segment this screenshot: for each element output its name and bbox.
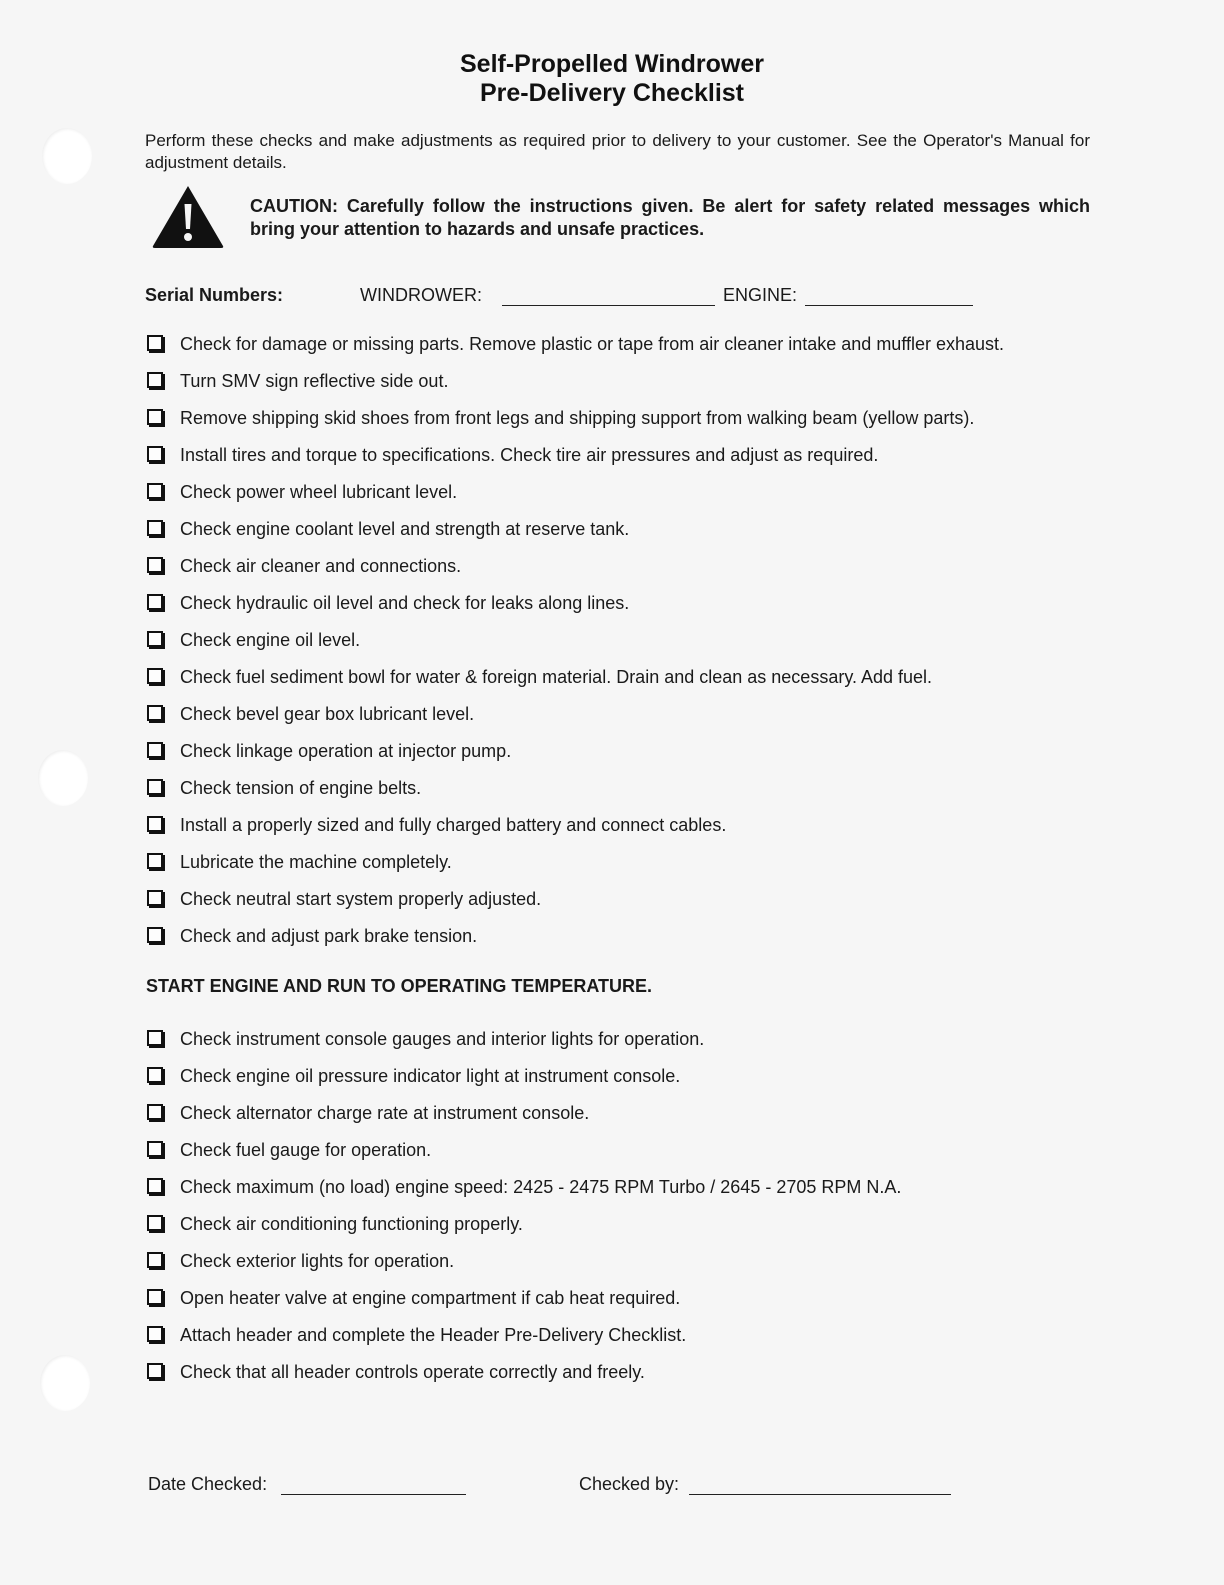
checklist-item-text: Check and adjust park brake tension. [180,926,478,946]
checklist-item-text: Check air conditioning functioning properly. [180,1214,523,1234]
checkbox[interactable] [147,1067,163,1083]
checkbox[interactable] [147,1215,163,1231]
checkbox[interactable] [147,742,163,758]
checkbox[interactable] [147,409,163,425]
checkbox[interactable] [147,668,163,684]
checklist-item-text: Turn SMV sign reflective side out. [180,371,449,391]
checklist-item [145,555,1105,592]
checklist-item-text: Install tires and torque to specifications. Check tire air pressures and adjust as required. [180,445,879,465]
checklist-item [145,592,1105,629]
checklist-item [145,1287,1105,1324]
checkbox[interactable] [147,1104,163,1120]
checklist-item-text: Check engine oil level. [180,630,361,650]
checkbox[interactable] [147,557,163,573]
checklist-item [145,1176,1105,1213]
date-checked-label: Date Checked: [148,1474,268,1494]
checkbox[interactable] [147,890,163,906]
checklist-item [145,1139,1105,1176]
checklist-item-text: Check exterior lights for operation. [180,1251,455,1271]
checklist-item [145,1065,1105,1102]
checklist-item [145,518,1105,555]
checkbox[interactable] [147,779,163,795]
checkbox[interactable] [147,927,163,943]
serial-numbers-row [145,285,1095,311]
checklist-item [145,814,1105,851]
checklist-item-text: Check neutral start system properly adjusted. [180,889,542,909]
checklist-item-text: Install a properly sized and fully charged battery and connect cables. [180,815,727,835]
warning-icon [150,184,226,250]
checklist-item-text: Check instrument console gauges and interior lights for operation. [180,1029,705,1049]
punch-hole [38,750,88,806]
checkbox[interactable] [147,1326,163,1342]
checkbox[interactable] [147,1178,163,1194]
checkbox[interactable] [147,446,163,462]
checklist-item-text: Check hydraulic oil level and check for leaks along lines. [180,593,630,613]
engine-serial-field[interactable] [805,305,973,306]
checkbox[interactable] [147,1252,163,1268]
checklist-item [145,1324,1105,1361]
intro-paragraph: Perform these checks and make adjustments as required prior to delivery to your customer. See the Operator's Manual for adjustment details. [145,131,1090,172]
checkbox[interactable] [147,705,163,721]
checklist-item-text: Open heater valve at engine compartment if cab heat required. [180,1288,681,1308]
checklist-item-text: Check engine coolant level and strength at reserve tank. [180,519,630,539]
checklist-item [145,888,1105,925]
checkbox[interactable] [147,372,163,388]
caution-text: CAUTION: Carefully follow the instructions given. Be alert for safety related messages which bring your attention to hazards and unsafe practices. [250,196,1090,239]
checkbox[interactable] [147,594,163,610]
checklist-item [145,1361,1105,1398]
engine-serial-label: ENGINE: [723,285,798,305]
punch-hole [42,128,92,184]
signature-row [148,1474,1048,1504]
checklist-item-text: Check linkage operation at injector pump. [180,741,512,761]
checklist-item-text: Check bevel gear box lubricant level. [180,704,475,724]
checklist-item [145,370,1105,407]
serial-numbers-label: Serial Numbers: [145,285,284,305]
checklist-item [145,740,1105,777]
checkbox[interactable] [147,631,163,647]
page-title [0,50,1224,108]
checklist-item [145,666,1105,703]
checklist-item [145,925,1105,962]
checkbox[interactable] [147,1289,163,1305]
title-line-1: Self-Propelled Windrower [460,50,764,78]
date-checked-field[interactable] [281,1494,466,1495]
checklist-item [145,777,1105,814]
checklist-item [145,333,1105,370]
checklist-item-text: Check air cleaner and connections. [180,556,462,576]
checklist-item-text: Lubricate the machine completely. [180,852,452,872]
checklist-item [145,1028,1105,1065]
running-checklist [145,1028,1105,1398]
checkbox[interactable] [147,1141,163,1157]
section-heading: START ENGINE AND RUN TO OPERATING TEMPERATURE. [146,976,653,996]
checklist-item [145,1102,1105,1139]
checkbox[interactable] [147,520,163,536]
checklist-item [145,1250,1105,1287]
checkbox[interactable] [147,816,163,832]
checked-by-label: Checked by: [579,1474,680,1494]
checklist-item-text: Check engine oil pressure indicator light at instrument console. [180,1066,681,1086]
checkbox[interactable] [147,853,163,869]
checklist-item [145,629,1105,666]
checklist-item-text: Check that all header controls operate correctly and freely. [180,1362,645,1382]
checklist-item-text: Check tension of engine belts. [180,778,422,798]
checklist-item-text: Check fuel gauge for operation. [180,1140,432,1160]
checklist-item-text: Check fuel sediment bowl for water & foreign material. Drain and clean as necessary. Add fuel. [180,667,933,687]
checklist-item-text: Attach header and complete the Header Pre-Delivery Checklist. [180,1325,687,1345]
checklist-item [145,407,1105,444]
checkbox[interactable] [147,483,163,499]
windrower-serial-label: WINDROWER: [360,285,482,305]
checklist-item-text: Check maximum (no load) engine speed: 2425 - 2475 RPM Turbo / 2645 - 2705 RPM N.A. [180,1177,902,1197]
checklist-item-text: Check power wheel lubricant level. [180,482,458,502]
checklist-item-text: Check alternator charge rate at instrument console. [180,1103,590,1123]
checklist-item [145,703,1105,740]
title-line-2: Pre-Delivery Checklist [479,79,745,107]
punch-hole [40,1355,90,1411]
pre-start-checklist [145,333,1105,962]
checklist-item-text: Remove shipping skid shoes from front legs and shipping support from walking beam (yellow parts). [180,408,975,428]
checklist-item [145,444,1105,481]
checklist-item [145,851,1105,888]
windrower-serial-field[interactable] [502,305,715,306]
checklist-item [145,1213,1105,1250]
checkbox[interactable] [147,1030,163,1046]
checkbox[interactable] [147,335,163,351]
checklist-item-text: Check for damage or missing parts. Remove plastic or tape from air cleaner intake and muffler exhaust. [180,334,1005,354]
checked-by-field[interactable] [689,1494,951,1495]
checkbox[interactable] [147,1363,163,1379]
checklist-item [145,481,1105,518]
